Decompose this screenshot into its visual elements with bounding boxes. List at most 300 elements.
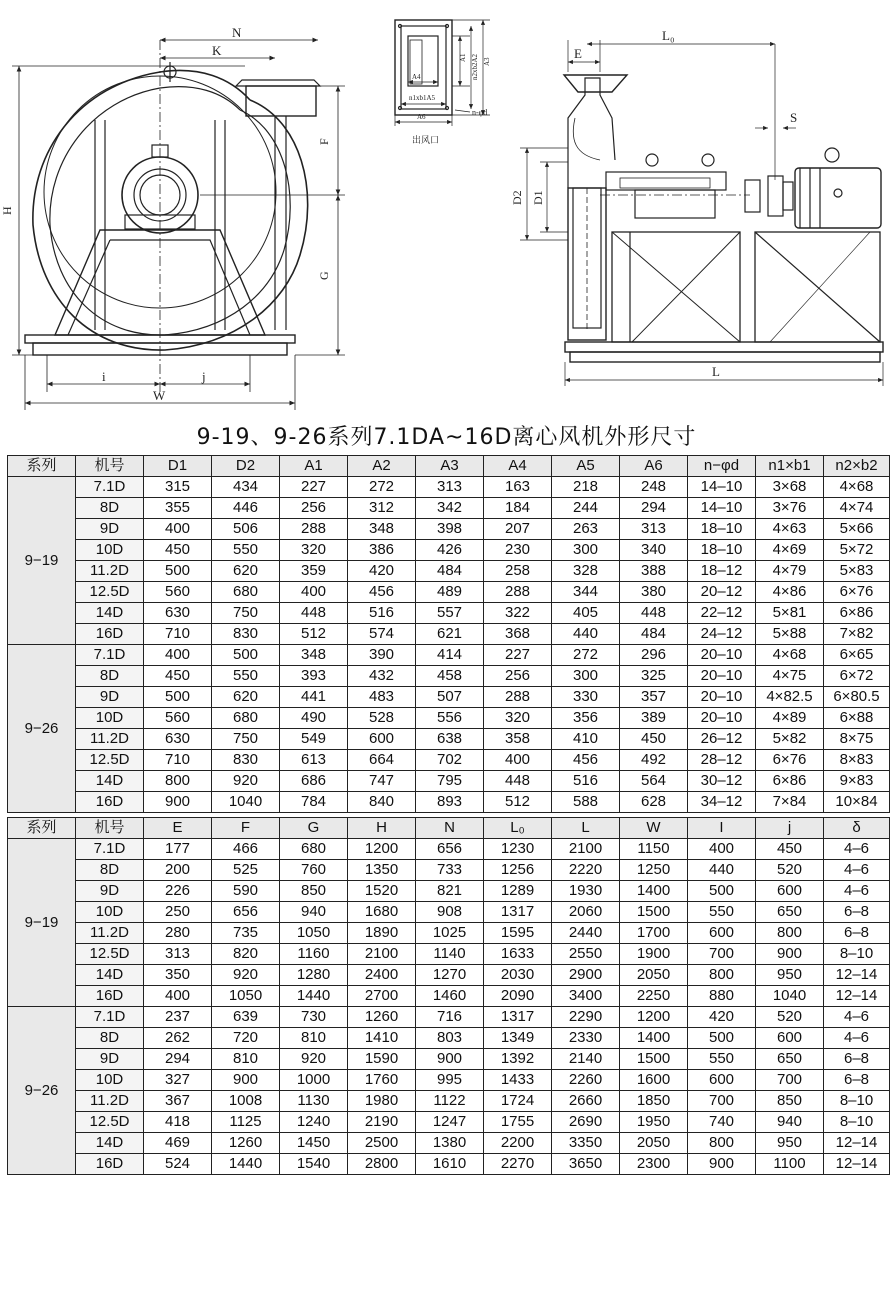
value-cell: 500: [212, 645, 280, 666]
value-cell: 226: [144, 881, 212, 902]
value-cell: 800: [144, 771, 212, 792]
value-cell: 850: [280, 881, 348, 902]
value-cell: 244: [552, 498, 620, 519]
column-header: A2: [348, 456, 416, 477]
outlet-detail-drawing: [395, 20, 491, 145]
value-cell: 900: [688, 1154, 756, 1175]
value-cell: 549: [280, 729, 348, 750]
value-cell: 560: [144, 708, 212, 729]
value-cell: 4–6: [824, 860, 890, 881]
value-cell: 621: [416, 624, 484, 645]
table-row: [8, 881, 890, 902]
series-cell: 9−26: [8, 1007, 76, 1175]
value-cell: 414: [416, 645, 484, 666]
value-cell: 434: [212, 477, 280, 498]
value-cell: 1680: [348, 902, 416, 923]
value-cell: 620: [212, 687, 280, 708]
model-cell: 8D: [76, 1028, 144, 1049]
value-cell: 328: [552, 561, 620, 582]
front-view-drawing: [0, 25, 345, 410]
value-cell: 26–12: [688, 729, 756, 750]
value-cell: 1900: [620, 944, 688, 965]
value-cell: 900: [756, 944, 824, 965]
value-cell: 2100: [552, 839, 620, 860]
value-cell: 2090: [484, 986, 552, 1007]
table-row: [8, 1133, 890, 1154]
value-cell: 500: [144, 687, 212, 708]
value-cell: 735: [212, 923, 280, 944]
column-header: n2×b2: [824, 456, 890, 477]
value-cell: 550: [688, 902, 756, 923]
value-cell: 720: [212, 1028, 280, 1049]
value-cell: 680: [212, 708, 280, 729]
label-A6: A6: [417, 113, 426, 121]
value-cell: 456: [348, 582, 416, 603]
table-row: [8, 792, 890, 813]
column-header: n−φd: [688, 456, 756, 477]
series-cell: 9−19: [8, 477, 76, 645]
value-cell: 450: [144, 540, 212, 561]
value-cell: 450: [144, 666, 212, 687]
value-cell: 367: [144, 1091, 212, 1112]
model-cell: 8D: [76, 498, 144, 519]
label-D1: D1: [531, 190, 545, 205]
model-cell: 9D: [76, 519, 144, 540]
value-cell: 177: [144, 839, 212, 860]
value-cell: 288: [484, 687, 552, 708]
column-header: G: [280, 818, 348, 839]
value-cell: 380: [620, 582, 688, 603]
value-cell: 5×66: [824, 519, 890, 540]
model-cell: 9D: [76, 1049, 144, 1070]
value-cell: 1400: [620, 1028, 688, 1049]
label-A3: A3: [483, 57, 491, 66]
label-E: E: [574, 46, 582, 61]
label-i: i: [102, 369, 106, 384]
value-cell: 330: [552, 687, 620, 708]
value-cell: 810: [280, 1028, 348, 1049]
value-cell: 1150: [620, 839, 688, 860]
value-cell: 1100: [756, 1154, 824, 1175]
value-cell: 656: [212, 902, 280, 923]
model-cell: 7.1D: [76, 839, 144, 860]
side-view-drawing: [510, 28, 883, 386]
value-cell: 393: [280, 666, 348, 687]
column-header: A1: [280, 456, 348, 477]
label-A5: n1xb1A5: [409, 94, 436, 102]
model-cell: 10D: [76, 902, 144, 923]
value-cell: 940: [756, 1112, 824, 1133]
value-cell: 680: [280, 839, 348, 860]
value-cell: 312: [348, 498, 416, 519]
value-cell: 250: [144, 902, 212, 923]
value-cell: 483: [348, 687, 416, 708]
label-F: F: [317, 138, 331, 145]
value-cell: 320: [280, 540, 348, 561]
label-j: j: [202, 369, 206, 384]
label-G: G: [317, 271, 331, 280]
label-L0: L₀: [662, 28, 675, 43]
value-cell: 2030: [484, 965, 552, 986]
value-cell: 656: [416, 839, 484, 860]
value-cell: 446: [212, 498, 280, 519]
value-cell: 710: [144, 750, 212, 771]
value-cell: 358: [484, 729, 552, 750]
label-H: H: [0, 206, 14, 215]
value-cell: 520: [756, 1007, 824, 1028]
outlet-caption: 出风口: [412, 135, 440, 145]
value-cell: 893: [416, 792, 484, 813]
value-cell: 821: [416, 881, 484, 902]
value-cell: 296: [620, 645, 688, 666]
value-cell: 5×83: [824, 561, 890, 582]
table-row: [8, 729, 890, 750]
value-cell: 272: [348, 477, 416, 498]
value-cell: 506: [212, 519, 280, 540]
value-cell: 516: [552, 771, 620, 792]
value-cell: 588: [552, 792, 620, 813]
value-cell: 516: [348, 603, 416, 624]
model-cell: 11.2D: [76, 561, 144, 582]
value-cell: 368: [484, 624, 552, 645]
value-cell: 750: [212, 729, 280, 750]
value-cell: 620: [212, 561, 280, 582]
value-cell: 6–8: [824, 923, 890, 944]
value-cell: 5×72: [824, 540, 890, 561]
value-cell: 784: [280, 792, 348, 813]
value-cell: 4–6: [824, 839, 890, 860]
value-cell: 880: [688, 986, 756, 1007]
value-cell: 313: [416, 477, 484, 498]
value-cell: 600: [756, 881, 824, 902]
value-cell: 1270: [416, 965, 484, 986]
value-cell: 356: [552, 708, 620, 729]
value-cell: 420: [348, 561, 416, 582]
value-cell: 344: [552, 582, 620, 603]
value-cell: 1440: [212, 1154, 280, 1175]
value-cell: 6×86: [756, 771, 824, 792]
value-cell: 490: [280, 708, 348, 729]
value-cell: 1125: [212, 1112, 280, 1133]
table-row: [8, 1091, 890, 1112]
value-cell: 1930: [552, 881, 620, 902]
value-cell: 20–10: [688, 645, 756, 666]
value-cell: 630: [144, 729, 212, 750]
value-cell: 448: [484, 771, 552, 792]
value-cell: 18–10: [688, 540, 756, 561]
value-cell: 940: [280, 902, 348, 923]
value-cell: 3350: [552, 1133, 620, 1154]
label-K: K: [212, 43, 222, 58]
value-cell: 4×86: [756, 582, 824, 603]
column-header: A4: [484, 456, 552, 477]
value-cell: 456: [552, 750, 620, 771]
value-cell: 2270: [484, 1154, 552, 1175]
value-cell: 14–10: [688, 477, 756, 498]
value-cell: 2200: [484, 1133, 552, 1154]
value-cell: 5×88: [756, 624, 824, 645]
value-cell: 1122: [416, 1091, 484, 1112]
value-cell: 230: [484, 540, 552, 561]
value-cell: 600: [688, 923, 756, 944]
table-row: [8, 839, 890, 860]
value-cell: 2300: [620, 1154, 688, 1175]
value-cell: 750: [212, 603, 280, 624]
value-cell: 4×75: [756, 666, 824, 687]
label-S: S: [790, 110, 798, 125]
value-cell: 300: [552, 540, 620, 561]
value-cell: 313: [144, 944, 212, 965]
value-cell: 630: [144, 603, 212, 624]
value-cell: 800: [688, 1133, 756, 1154]
model-cell: 14D: [76, 771, 144, 792]
model-cell: 12.5D: [76, 1112, 144, 1133]
value-cell: 556: [416, 708, 484, 729]
column-header: E: [144, 818, 212, 839]
table-row: [8, 1049, 890, 1070]
column-header: A3: [416, 456, 484, 477]
table-row: [8, 666, 890, 687]
value-cell: 426: [416, 540, 484, 561]
table-row: [8, 645, 890, 666]
value-cell: 900: [144, 792, 212, 813]
table-row: [8, 923, 890, 944]
value-cell: 400: [144, 645, 212, 666]
value-cell: 18–10: [688, 519, 756, 540]
model-cell: 12.5D: [76, 750, 144, 771]
model-cell: 11.2D: [76, 729, 144, 750]
fan-technical-drawings: [0, 0, 893, 418]
value-cell: 560: [144, 582, 212, 603]
value-cell: 920: [280, 1049, 348, 1070]
value-cell: 4×68: [824, 477, 890, 498]
value-cell: 28–12: [688, 750, 756, 771]
table-row: [8, 519, 890, 540]
value-cell: 20–12: [688, 582, 756, 603]
value-cell: 34–12: [688, 792, 756, 813]
value-cell: 12–14: [824, 1133, 890, 1154]
column-header: N: [416, 818, 484, 839]
value-cell: 2660: [552, 1091, 620, 1112]
value-cell: 5×82: [756, 729, 824, 750]
value-cell: 512: [280, 624, 348, 645]
value-cell: 22–12: [688, 603, 756, 624]
value-cell: 710: [144, 624, 212, 645]
value-cell: 1410: [348, 1028, 416, 1049]
value-cell: 500: [144, 561, 212, 582]
value-cell: 348: [348, 519, 416, 540]
value-cell: 12–14: [824, 1154, 890, 1175]
value-cell: 550: [212, 666, 280, 687]
value-cell: 1400: [620, 881, 688, 902]
value-cell: 850: [756, 1091, 824, 1112]
value-cell: 1317: [484, 902, 552, 923]
column-header: 系列: [8, 818, 76, 839]
value-cell: 458: [416, 666, 484, 687]
column-header: n1×b1: [756, 456, 824, 477]
label-A1: A1: [459, 53, 467, 62]
column-header: A5: [552, 456, 620, 477]
value-cell: 2330: [552, 1028, 620, 1049]
column-header: F: [212, 818, 280, 839]
value-cell: 325: [620, 666, 688, 687]
value-cell: 1540: [280, 1154, 348, 1175]
value-cell: 639: [212, 1007, 280, 1028]
value-cell: 200: [144, 860, 212, 881]
value-cell: 638: [416, 729, 484, 750]
value-cell: 340: [620, 540, 688, 561]
value-cell: 327: [144, 1070, 212, 1091]
value-cell: 3×68: [756, 477, 824, 498]
model-cell: 16D: [76, 624, 144, 645]
value-cell: 1350: [348, 860, 416, 881]
value-cell: 484: [620, 624, 688, 645]
value-cell: 1230: [484, 839, 552, 860]
value-cell: 6×86: [824, 603, 890, 624]
value-cell: 262: [144, 1028, 212, 1049]
value-cell: 248: [620, 477, 688, 498]
model-cell: 16D: [76, 792, 144, 813]
value-cell: 24–12: [688, 624, 756, 645]
value-cell: 4–6: [824, 1007, 890, 1028]
value-cell: 524: [144, 1154, 212, 1175]
value-cell: 740: [688, 1112, 756, 1133]
model-cell: 7.1D: [76, 1007, 144, 1028]
value-cell: 1850: [620, 1091, 688, 1112]
series-cell: 9−19: [8, 839, 76, 1007]
value-cell: 500: [688, 1028, 756, 1049]
value-cell: 1700: [620, 923, 688, 944]
value-cell: 8×83: [824, 750, 890, 771]
value-cell: 1008: [212, 1091, 280, 1112]
value-cell: 730: [280, 1007, 348, 1028]
dimension-table-1: [7, 455, 890, 813]
table-header-row: [8, 818, 890, 839]
value-cell: 227: [280, 477, 348, 498]
value-cell: 218: [552, 477, 620, 498]
value-cell: 920: [212, 771, 280, 792]
value-cell: 2290: [552, 1007, 620, 1028]
value-cell: 908: [416, 902, 484, 923]
label-A2: n2xb2A2: [471, 53, 479, 80]
value-cell: 400: [688, 839, 756, 860]
value-cell: 3400: [552, 986, 620, 1007]
label-D2: D2: [510, 190, 524, 205]
value-cell: 950: [756, 965, 824, 986]
model-cell: 10D: [76, 708, 144, 729]
value-cell: 1755: [484, 1112, 552, 1133]
value-cell: 500: [688, 881, 756, 902]
column-header: D2: [212, 456, 280, 477]
value-cell: 400: [280, 582, 348, 603]
value-cell: 184: [484, 498, 552, 519]
model-cell: 9D: [76, 687, 144, 708]
value-cell: 4–6: [824, 881, 890, 902]
value-cell: 1724: [484, 1091, 552, 1112]
column-header: A6: [620, 456, 688, 477]
value-cell: 1520: [348, 881, 416, 902]
value-cell: 388: [620, 561, 688, 582]
value-cell: 163: [484, 477, 552, 498]
value-cell: 1760: [348, 1070, 416, 1091]
value-cell: 6–8: [824, 902, 890, 923]
model-cell: 11.2D: [76, 923, 144, 944]
value-cell: 1450: [280, 1133, 348, 1154]
value-cell: 432: [348, 666, 416, 687]
value-cell: 950: [756, 1133, 824, 1154]
value-cell: 1890: [348, 923, 416, 944]
value-cell: 400: [144, 519, 212, 540]
value-cell: 830: [212, 624, 280, 645]
value-cell: 398: [416, 519, 484, 540]
table-row: [8, 771, 890, 792]
value-cell: 810: [212, 1049, 280, 1070]
table-row: [8, 1028, 890, 1049]
model-cell: 16D: [76, 986, 144, 1007]
value-cell: 716: [416, 1007, 484, 1028]
value-cell: 4×89: [756, 708, 824, 729]
table-row: [8, 1070, 890, 1091]
value-cell: 900: [212, 1070, 280, 1091]
value-cell: 590: [212, 881, 280, 902]
value-cell: 6×72: [824, 666, 890, 687]
model-cell: 12.5D: [76, 582, 144, 603]
value-cell: 466: [212, 839, 280, 860]
model-cell: 16D: [76, 1154, 144, 1175]
column-header: 机号: [76, 456, 144, 477]
value-cell: 12–14: [824, 965, 890, 986]
table-row: [8, 540, 890, 561]
value-cell: 1050: [280, 923, 348, 944]
column-header: 系列: [8, 456, 76, 477]
value-cell: 313: [620, 519, 688, 540]
value-cell: 8–10: [824, 1091, 890, 1112]
value-cell: 448: [620, 603, 688, 624]
value-cell: 2190: [348, 1112, 416, 1133]
column-header: D1: [144, 456, 212, 477]
value-cell: 12–14: [824, 986, 890, 1007]
label-A4: A4: [412, 73, 421, 81]
value-cell: 525: [212, 860, 280, 881]
value-cell: 686: [280, 771, 348, 792]
label-N: N: [232, 25, 242, 40]
value-cell: 3×76: [756, 498, 824, 519]
value-cell: 1025: [416, 923, 484, 944]
table-row: [8, 1154, 890, 1175]
value-cell: 795: [416, 771, 484, 792]
value-cell: 440: [688, 860, 756, 881]
value-cell: 700: [688, 1091, 756, 1112]
label-W: W: [153, 388, 166, 403]
value-cell: 1040: [212, 792, 280, 813]
value-cell: 2060: [552, 902, 620, 923]
value-cell: 528: [348, 708, 416, 729]
value-cell: 1392: [484, 1049, 552, 1070]
value-cell: 348: [280, 645, 348, 666]
value-cell: 2440: [552, 923, 620, 944]
value-cell: 20–10: [688, 687, 756, 708]
value-cell: 294: [144, 1049, 212, 1070]
value-cell: 1240: [280, 1112, 348, 1133]
value-cell: 1950: [620, 1112, 688, 1133]
value-cell: 420: [688, 1007, 756, 1028]
model-cell: 7.1D: [76, 645, 144, 666]
value-cell: 6×80.5: [824, 687, 890, 708]
value-cell: 733: [416, 860, 484, 881]
value-cell: 1050: [212, 986, 280, 1007]
value-cell: 1349: [484, 1028, 552, 1049]
table-row: [8, 965, 890, 986]
